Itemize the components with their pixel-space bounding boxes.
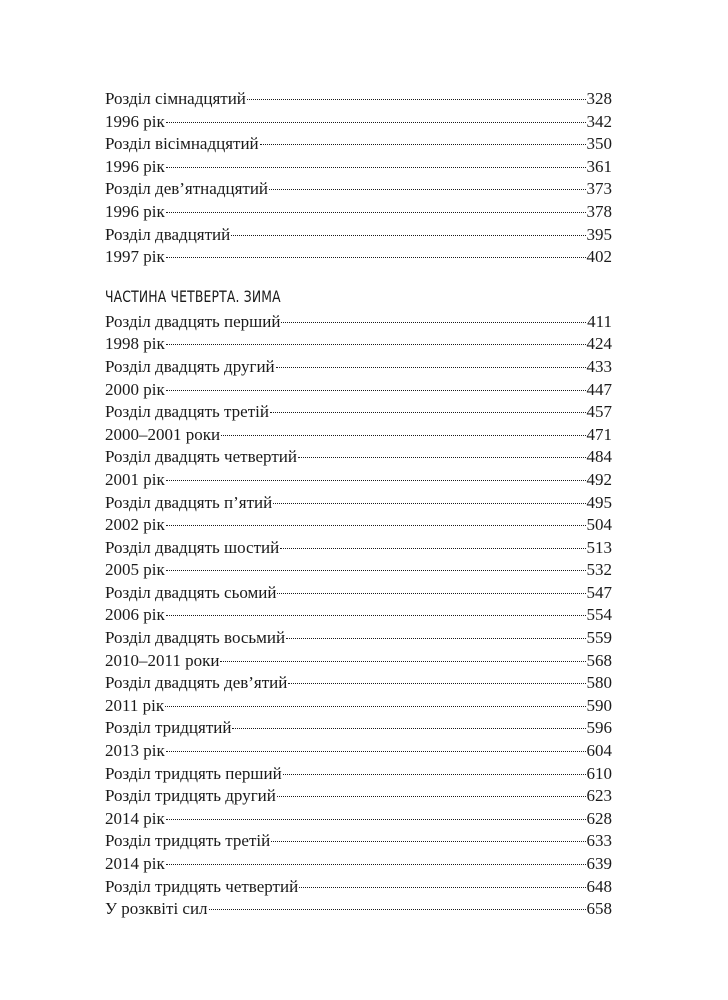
toc-entry xyxy=(105,178,612,201)
dot-leader xyxy=(165,706,585,707)
toc-entry-page-number: 411 xyxy=(587,311,612,331)
toc-entry xyxy=(105,469,612,492)
dot-leader xyxy=(271,841,585,842)
toc-entry xyxy=(105,830,612,853)
dot-leader xyxy=(288,683,585,684)
dot-leader xyxy=(277,593,585,594)
toc-entry-page-number: 648 xyxy=(586,876,612,896)
toc-entry xyxy=(105,650,612,673)
dot-leader xyxy=(277,796,586,797)
toc-entry-page-number: 559 xyxy=(586,628,612,648)
toc-entry-page-number: 568 xyxy=(586,650,612,670)
toc-entry xyxy=(105,446,612,469)
dot-leader xyxy=(231,235,585,236)
toc-entry-title: Розділ двадцятий xyxy=(105,224,231,244)
toc-entry xyxy=(105,311,612,334)
toc-entry-page-number: 350 xyxy=(586,134,612,154)
toc-entry-title: 1996 рік xyxy=(105,201,165,221)
dot-leader xyxy=(209,909,586,910)
dot-leader xyxy=(166,390,586,391)
dot-leader xyxy=(166,167,586,168)
toc-entry-page-number: 402 xyxy=(586,247,612,267)
dot-leader xyxy=(260,144,586,145)
toc-entry-page-number: 373 xyxy=(586,179,612,199)
dot-leader xyxy=(232,728,585,729)
toc-entry-page-number: 492 xyxy=(586,469,612,489)
toc-entry xyxy=(105,492,612,515)
toc-entry xyxy=(105,627,612,650)
dot-leader xyxy=(247,99,586,100)
toc-entry xyxy=(105,717,612,740)
toc-entry xyxy=(105,853,612,876)
toc-entry-title: Розділ тридцять перший xyxy=(105,763,282,783)
toc-entry-title: 2001 рік xyxy=(105,469,165,489)
dot-leader xyxy=(166,615,586,616)
toc-entry xyxy=(105,201,612,224)
dot-leader xyxy=(221,435,585,436)
dot-leader xyxy=(166,819,586,820)
toc-entry xyxy=(105,246,612,269)
dot-leader xyxy=(298,457,586,458)
dot-leader xyxy=(286,638,585,639)
toc-entry-title: Розділ тридцять третій xyxy=(105,831,271,851)
toc-entry-page-number: 658 xyxy=(586,899,612,919)
toc-entry-title: Розділ двадцять дев’ятий xyxy=(105,673,288,693)
toc-entry-title: 2010–2011 роки xyxy=(105,650,220,670)
toc-entry xyxy=(105,333,612,356)
toc-entry-title: 2000–2001 роки xyxy=(105,424,221,444)
toc-entry xyxy=(105,111,612,134)
toc-entry xyxy=(105,537,612,560)
toc-entry-page-number: 484 xyxy=(586,447,612,467)
toc-entry xyxy=(105,695,612,718)
toc-entry-title: Розділ тридцять другий xyxy=(105,786,276,806)
dot-leader xyxy=(166,257,586,258)
toc-entry-title: Розділ вісімнадцятий xyxy=(105,134,259,154)
toc-entry xyxy=(105,740,612,763)
toc-entry-page-number: 447 xyxy=(586,379,612,399)
toc-entry-title: Розділ двадцять четвертий xyxy=(105,447,297,467)
toc-entry-title: Розділ дев’ятнадцятий xyxy=(105,179,269,199)
toc-entry-page-number: 328 xyxy=(586,89,612,108)
toc-entry-page-number: 433 xyxy=(586,356,612,376)
toc-entry xyxy=(105,514,612,537)
dot-leader xyxy=(299,887,585,888)
toc-entry-page-number: 513 xyxy=(586,537,612,557)
toc-entry xyxy=(105,401,612,424)
toc-entry-title: 2013 рік xyxy=(105,741,165,761)
toc-entry xyxy=(105,876,612,899)
dot-leader xyxy=(283,774,586,775)
toc-entry-title: 2014 рік xyxy=(105,854,165,873)
toc-entry-title: 1997 рік xyxy=(105,247,165,267)
toc-entry xyxy=(105,763,612,786)
toc-entry-title: 1996 рік xyxy=(105,156,165,176)
toc-entry-page-number: 633 xyxy=(586,831,612,851)
toc-entry-title: 2011 рік xyxy=(105,695,165,715)
toc-entry-page-number: 610 xyxy=(586,763,612,783)
toc-entry xyxy=(105,156,612,179)
toc-entry-title: Розділ тридцятий xyxy=(105,718,232,738)
dot-leader xyxy=(276,367,586,368)
dot-leader xyxy=(269,189,585,190)
dot-leader xyxy=(166,344,586,345)
toc-entry-title: Розділ двадцять п’ятий xyxy=(105,492,273,512)
toc-list-part4 xyxy=(105,311,612,921)
toc-entry xyxy=(105,582,612,605)
toc-entry-page-number: 623 xyxy=(586,786,612,806)
toc-entry-title: 1996 рік xyxy=(105,111,165,131)
toc-list-top xyxy=(105,88,612,269)
toc-entry-page-number: 604 xyxy=(586,741,612,761)
toc-entry-title: Розділ двадцять третій xyxy=(105,402,269,422)
toc-entry-page-number: 547 xyxy=(586,582,612,602)
toc-entry xyxy=(105,672,612,695)
toc-entry xyxy=(105,559,612,582)
toc-entry-title: 2014 рік xyxy=(105,808,165,828)
toc-entry-title: 2006 рік xyxy=(105,605,165,625)
toc-entry-title: Розділ двадцять сьомий xyxy=(105,582,277,602)
toc-entry-title: 1998 рік xyxy=(105,334,165,354)
toc-entry-title: 2000 рік xyxy=(105,379,165,399)
toc-entry xyxy=(105,898,612,921)
toc-entry xyxy=(105,604,612,627)
toc-entry-title: У розквіті сил xyxy=(105,899,208,919)
toc-entry-title: Розділ двадцять восьмий xyxy=(105,628,286,648)
toc-entry-page-number: 457 xyxy=(586,402,612,422)
toc-entry xyxy=(105,808,612,831)
toc-entry-page-number: 495 xyxy=(586,492,612,512)
dot-leader xyxy=(166,480,586,481)
toc-entry-title: Розділ сімнадцятий xyxy=(105,89,246,108)
toc-entry-page-number: 424 xyxy=(586,334,612,354)
dot-leader xyxy=(166,212,586,213)
toc-entry-title: Розділ тридцять четвертий xyxy=(105,876,299,896)
table-of-contents xyxy=(105,88,612,921)
toc-entry-page-number: 590 xyxy=(586,695,612,715)
toc-entry-page-number: 596 xyxy=(586,718,612,738)
toc-entry-page-number: 580 xyxy=(586,673,612,693)
dot-leader xyxy=(220,661,585,662)
dot-leader xyxy=(270,412,586,413)
toc-entry-page-number: 628 xyxy=(586,808,612,828)
toc-entry-page-number: 639 xyxy=(586,854,612,873)
toc-entry xyxy=(105,379,612,402)
dot-leader xyxy=(166,751,586,752)
toc-entry-page-number: 342 xyxy=(586,111,612,131)
dot-leader xyxy=(166,864,586,865)
toc-entry xyxy=(105,785,612,808)
toc-entry-title: 2002 рік xyxy=(105,515,165,535)
toc-entry xyxy=(105,224,612,247)
toc-entry xyxy=(105,356,612,379)
toc-entry-page-number: 504 xyxy=(586,515,612,535)
dot-leader xyxy=(273,503,585,504)
dot-leader xyxy=(280,548,585,549)
toc-entry xyxy=(105,88,612,111)
part-heading: ЧАСТИНА ЧЕТВЕРТА. ЗИМА xyxy=(105,286,281,306)
dot-leader xyxy=(166,122,586,123)
dot-leader xyxy=(166,570,586,571)
toc-entry-title: 2005 рік xyxy=(105,560,165,580)
dot-leader xyxy=(281,322,586,323)
toc-entry-title: Розділ двадцять шостий xyxy=(105,537,280,557)
toc-entry-page-number: 395 xyxy=(586,224,612,244)
toc-entry-page-number: 471 xyxy=(586,424,612,444)
toc-entry-page-number: 361 xyxy=(586,156,612,176)
toc-entry-title: Розділ двадцять другий xyxy=(105,356,275,376)
dot-leader xyxy=(166,525,586,526)
toc-entry-page-number: 532 xyxy=(586,560,612,580)
toc-entry-page-number: 378 xyxy=(586,201,612,221)
toc-entry-page-number: 554 xyxy=(586,605,612,625)
toc-entry xyxy=(105,133,612,156)
toc-entry-title: Розділ двадцять перший xyxy=(105,311,281,331)
toc-entry xyxy=(105,424,612,447)
